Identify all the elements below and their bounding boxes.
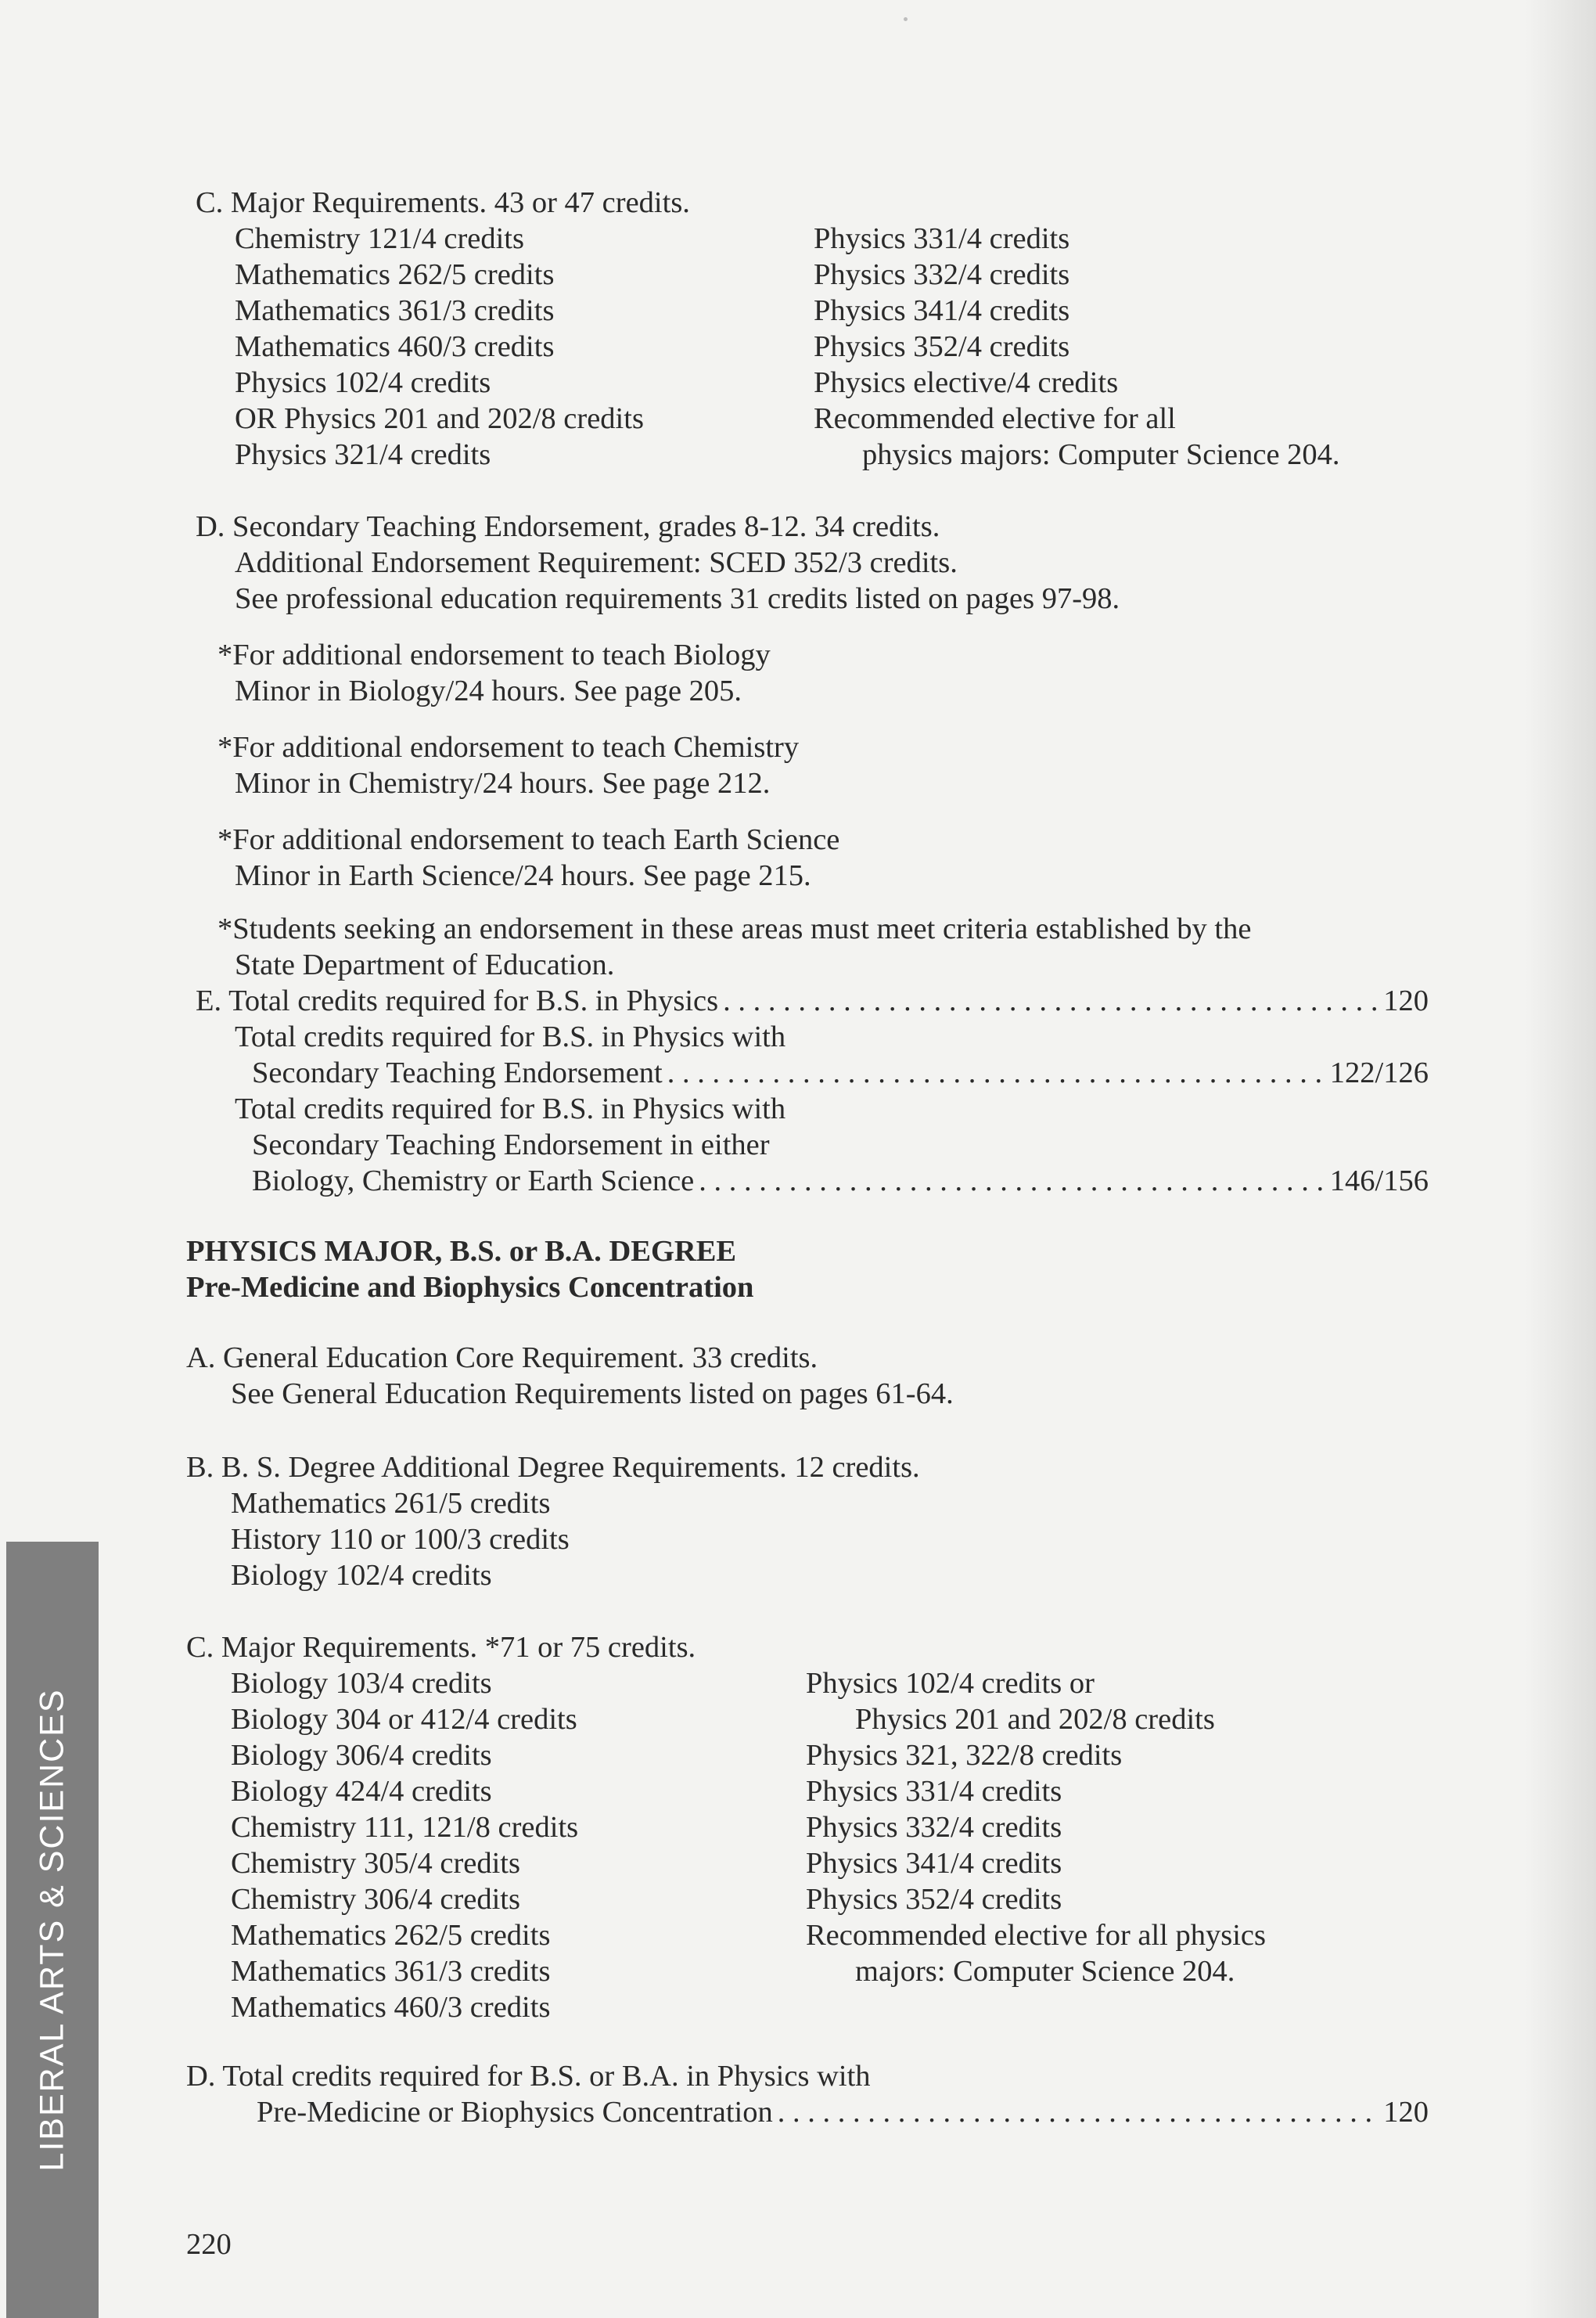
req-item: OR Physics 201 and 202/8 credits xyxy=(235,402,644,435)
section-c-heading: C. Major Requirements. *71 or 75 credits. xyxy=(186,1631,696,1664)
req-item: Mathematics 460/3 credits xyxy=(231,1991,551,2024)
total-credits-line xyxy=(196,983,1429,1019)
dot-leader xyxy=(778,2094,1379,2130)
req-item: Physics 331/4 credits xyxy=(806,1775,1062,1808)
req-item: Chemistry 305/4 credits xyxy=(231,1847,520,1880)
print-speck xyxy=(904,17,908,21)
endorsement-note: Minor in Chemistry/24 hours. See page 212. xyxy=(235,767,771,800)
endorsement-note: *For additional endorsement to teach Chemistry xyxy=(217,731,800,764)
total-credits-value: 120 xyxy=(1383,984,1429,1017)
req-item: Biology 306/4 credits xyxy=(231,1739,492,1772)
page-edge-shade xyxy=(1526,0,1596,2318)
section-b-heading: B. B. S. Degree Additional Degree Requirements. 12 credits. xyxy=(186,1451,920,1484)
endorsement-note: *For additional endorsement to teach Biology xyxy=(217,639,771,671)
req-item: Physics 321, 322/8 credits xyxy=(806,1739,1123,1772)
req-item: Physics 201 and 202/8 credits xyxy=(855,1703,1215,1736)
req-item: History 110 or 100/3 credits xyxy=(231,1523,570,1556)
req-item: Mathematics 262/5 credits xyxy=(235,258,555,291)
req-item: Mathematics 460/3 credits xyxy=(235,330,555,363)
req-item: Mathematics 262/5 credits xyxy=(231,1919,551,1952)
endorsement-note: *Students seeking an endorsement in these areas must meet criteria established by the xyxy=(217,912,1252,945)
req-item: Physics 321/4 credits xyxy=(235,438,491,471)
req-item: Mathematics 261/5 credits xyxy=(231,1487,551,1520)
req-item: Physics 332/4 credits xyxy=(814,258,1070,291)
total-credits-line xyxy=(257,2094,1429,2130)
req-item: Physics 102/4 credits xyxy=(235,366,491,399)
req-item: Chemistry 111, 121/8 credits xyxy=(231,1811,579,1844)
req-item: Biology 304 or 412/4 credits xyxy=(231,1703,577,1736)
total-credits-label: Biology, Chemistry or Earth Science xyxy=(252,1164,695,1197)
req-item: Physics 331/4 credits xyxy=(814,222,1070,255)
section-d-line: See professional education requirements 31 credits listed on pages 97-98. xyxy=(235,582,1120,615)
endorsement-note: Minor in Biology/24 hours. See page 205. xyxy=(235,675,742,707)
total-credits-line xyxy=(252,1055,1429,1091)
req-item: majors: Computer Science 204. xyxy=(855,1955,1235,1988)
major-subtitle: Pre-Medicine and Biophysics Concentration xyxy=(186,1271,754,1304)
total-credits-text: Total credits required for B.S. in Physics with xyxy=(235,1020,786,1053)
req-item: physics majors: Computer Science 204. xyxy=(862,438,1340,471)
req-item: Chemistry 306/4 credits xyxy=(231,1883,520,1916)
endorsement-note: Minor in Earth Science/24 hours. See page 215. xyxy=(235,859,811,892)
req-item: Physics 352/4 credits xyxy=(806,1883,1062,1916)
req-item: Physics elective/4 credits xyxy=(814,366,1119,399)
dot-leader xyxy=(723,983,1379,1019)
section-d-heading: D. Secondary Teaching Endorsement, grades 8-12. 34 credits. xyxy=(196,510,940,543)
dot-leader xyxy=(699,1163,1325,1199)
total-credits-text: Total credits required for B.S. in Physics with xyxy=(235,1092,786,1125)
req-item: Biology 424/4 credits xyxy=(231,1775,492,1808)
dot-leader xyxy=(667,1055,1325,1091)
req-item: Physics 102/4 credits or xyxy=(806,1667,1095,1700)
req-item: Physics 341/4 credits xyxy=(814,294,1070,327)
req-item: Physics 332/4 credits xyxy=(806,1811,1062,1844)
req-item: Mathematics 361/3 credits xyxy=(235,294,555,327)
total-credits-label: Secondary Teaching Endorsement xyxy=(252,1056,663,1089)
req-item: Recommended elective for all physics xyxy=(806,1919,1266,1952)
total-credits-value: 146/156 xyxy=(1329,1164,1429,1197)
total-credits-text: Secondary Teaching Endorsement in either xyxy=(252,1128,770,1161)
req-item: Physics 341/4 credits xyxy=(806,1847,1062,1880)
total-credits-value: 122/126 xyxy=(1329,1056,1429,1089)
req-item: Physics 352/4 credits xyxy=(814,330,1070,363)
endorsement-note: *For additional endorsement to teach Earth Science xyxy=(217,823,840,856)
page-number: 220 xyxy=(186,2228,232,2261)
req-item: Biology 102/4 credits xyxy=(231,1559,492,1592)
req-item: Recommended elective for all xyxy=(814,402,1176,435)
section-a-line: See General Education Requirements listed on pages 61-64. xyxy=(231,1377,954,1410)
endorsement-note: State Department of Education. xyxy=(235,948,615,981)
total-credits-label: E. Total credits required for B.S. in Physics xyxy=(196,984,719,1017)
total-credits-line xyxy=(252,1163,1429,1199)
req-item: Biology 103/4 credits xyxy=(231,1667,492,1700)
section-d-heading: D. Total credits required for B.S. or B.A. in Physics with xyxy=(186,2060,871,2093)
total-credits-label: Pre-Medicine or Biophysics Concentration xyxy=(257,2096,773,2129)
total-credits-value: 120 xyxy=(1383,2096,1429,2129)
req-item: Mathematics 361/3 credits xyxy=(231,1955,551,1988)
section-a-heading: A. General Education Core Requirement. 33 credits. xyxy=(186,1341,818,1374)
side-tab-label: LIBERAL ARTS & SCIENCES xyxy=(33,1688,71,2172)
section-d-line: Additional Endorsement Requirement: SCED 352/3 credits. xyxy=(235,546,958,579)
req-item: Chemistry 121/4 credits xyxy=(235,222,524,255)
section-c-heading: C. Major Requirements. 43 or 47 credits. xyxy=(196,186,690,219)
major-title: PHYSICS MAJOR, B.S. or B.A. DEGREE xyxy=(186,1235,737,1268)
